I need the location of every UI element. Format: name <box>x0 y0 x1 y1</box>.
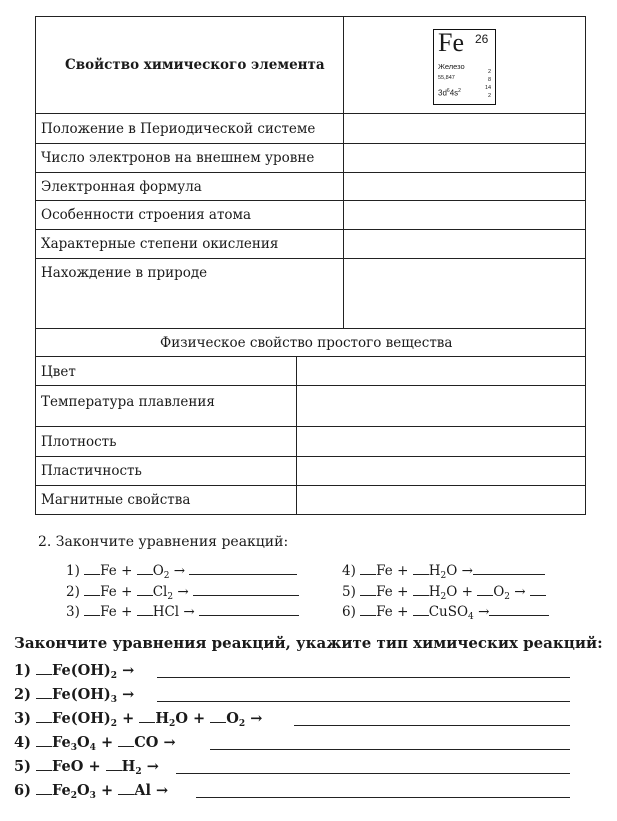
table-border-left <box>35 16 36 515</box>
element-name: Железо <box>438 62 465 71</box>
row-label-outer-electrons: Число электронов на внешнем уровне <box>41 150 315 166</box>
answer-blank[interactable] <box>210 711 226 723</box>
answer-line[interactable] <box>530 583 546 596</box>
row-label-melting-point: Температура плавления <box>41 394 215 410</box>
table-rule <box>35 356 586 357</box>
answer-blank[interactable] <box>413 563 429 575</box>
equation-5: 5) $Fe + H_2O + O_2$ → <box>342 583 546 600</box>
element-shells: 2 8 14 2 <box>485 69 492 99</box>
answer-line[interactable] <box>199 603 299 616</box>
task-3-title: Закончите уравнения реакций, укажите тип химических реакций: <box>14 634 603 652</box>
table-rule <box>35 200 586 201</box>
answer-blank[interactable] <box>137 584 153 596</box>
row-label-color: Цвет <box>41 364 76 380</box>
table-rule <box>35 385 586 386</box>
reaction-6: 6) $Fe_2O_3 + Al$ → <box>14 782 169 801</box>
answer-blank[interactable] <box>84 563 100 575</box>
reaction-2: 2) $Fe(OH)_3$ → <box>14 686 135 705</box>
equation-1: 1) $Fe + O_2$ → <box>66 562 297 579</box>
element-atomic-number: 26 <box>475 32 489 46</box>
answer-blank[interactable] <box>413 604 429 616</box>
row-label-density: Плотность <box>41 434 117 450</box>
answer-line[interactable] <box>473 562 545 575</box>
answer-blank[interactable] <box>118 735 134 747</box>
section-header-physical: Физическое свойство простого вещества <box>160 335 453 351</box>
reaction-3: 3) $Fe(OH)_2 + H_2O + O_2$ → <box>14 710 263 729</box>
reaction-4: 4) $Fe_3O_4$ + CO → <box>14 734 176 753</box>
table-rule <box>35 229 586 230</box>
answer-line[interactable] <box>189 562 297 575</box>
answer-blank[interactable] <box>36 687 52 699</box>
element-tile <box>433 29 496 105</box>
table-column-divider <box>296 356 297 515</box>
equation-2: 2) $Fe + Cl_2$ → <box>66 583 299 600</box>
row-label-atom-structure: Особенности строения атома <box>41 207 252 223</box>
element-symbol: Fe <box>438 28 464 57</box>
answer-blank[interactable] <box>137 563 153 575</box>
table-border-top <box>35 16 586 17</box>
table-rule <box>35 328 586 329</box>
answer-blank[interactable] <box>106 759 122 771</box>
table-rule <box>35 258 586 259</box>
table-rule <box>35 172 586 173</box>
task-2-title: 2. Закончите уравнения реакций: <box>38 534 289 550</box>
table-rule <box>35 113 586 114</box>
answer-blank[interactable] <box>36 759 52 771</box>
table-rule <box>35 143 586 144</box>
header-property-label: Свойство химического элемента <box>65 57 325 73</box>
row-label-oxidation-states: Характерные степени окисления <box>41 236 279 252</box>
equation-3: 3) Fe + HCl → <box>66 603 299 620</box>
answer-line[interactable] <box>176 773 570 774</box>
answer-line[interactable] <box>489 603 549 616</box>
row-label-occurrence: Нахождение в природе <box>41 265 208 281</box>
table-border-bottom <box>35 514 586 515</box>
answer-blank[interactable] <box>137 604 153 616</box>
answer-blank[interactable] <box>477 584 493 596</box>
table-column-divider <box>343 16 344 329</box>
answer-line[interactable] <box>193 583 299 596</box>
reaction-1: 1) $Fe(OH)_2$ → <box>14 662 135 681</box>
answer-blank[interactable] <box>36 711 52 723</box>
answer-blank[interactable] <box>36 663 52 675</box>
answer-blank[interactable] <box>36 735 52 747</box>
answer-line[interactable] <box>294 725 570 726</box>
equation-4: 4) $Fe + H_2O$ → <box>342 562 545 579</box>
reaction-5: 5) FeO + $H_2$ → <box>14 758 159 777</box>
table-border-right <box>585 16 586 515</box>
answer-line[interactable] <box>196 797 570 798</box>
table-rule <box>35 426 586 427</box>
row-label-position: Положение в Периодической системе <box>41 121 316 137</box>
answer-blank[interactable] <box>360 563 376 575</box>
answer-blank[interactable] <box>360 584 376 596</box>
element-mass: 55,847 <box>438 75 455 81</box>
answer-blank[interactable] <box>84 584 100 596</box>
answer-line[interactable] <box>157 677 570 678</box>
answer-blank[interactable] <box>139 711 155 723</box>
element-electron-config: $3d^64s^2$ <box>438 88 461 98</box>
row-label-magnetic: Магнитные свойства <box>41 492 191 508</box>
answer-blank[interactable] <box>360 604 376 616</box>
table-rule <box>35 485 586 486</box>
answer-blank[interactable] <box>118 783 134 795</box>
row-label-electron-formula: Электронная формула <box>41 179 202 195</box>
answer-line[interactable] <box>210 749 570 750</box>
row-label-plasticity: Пластичность <box>41 463 142 479</box>
answer-line[interactable] <box>157 701 570 702</box>
answer-blank[interactable] <box>36 783 52 795</box>
answer-blank[interactable] <box>84 604 100 616</box>
equation-6: 6) Fe + CuSO$_4$ → <box>342 603 549 620</box>
answer-blank[interactable] <box>413 584 429 596</box>
table-rule <box>35 456 586 457</box>
